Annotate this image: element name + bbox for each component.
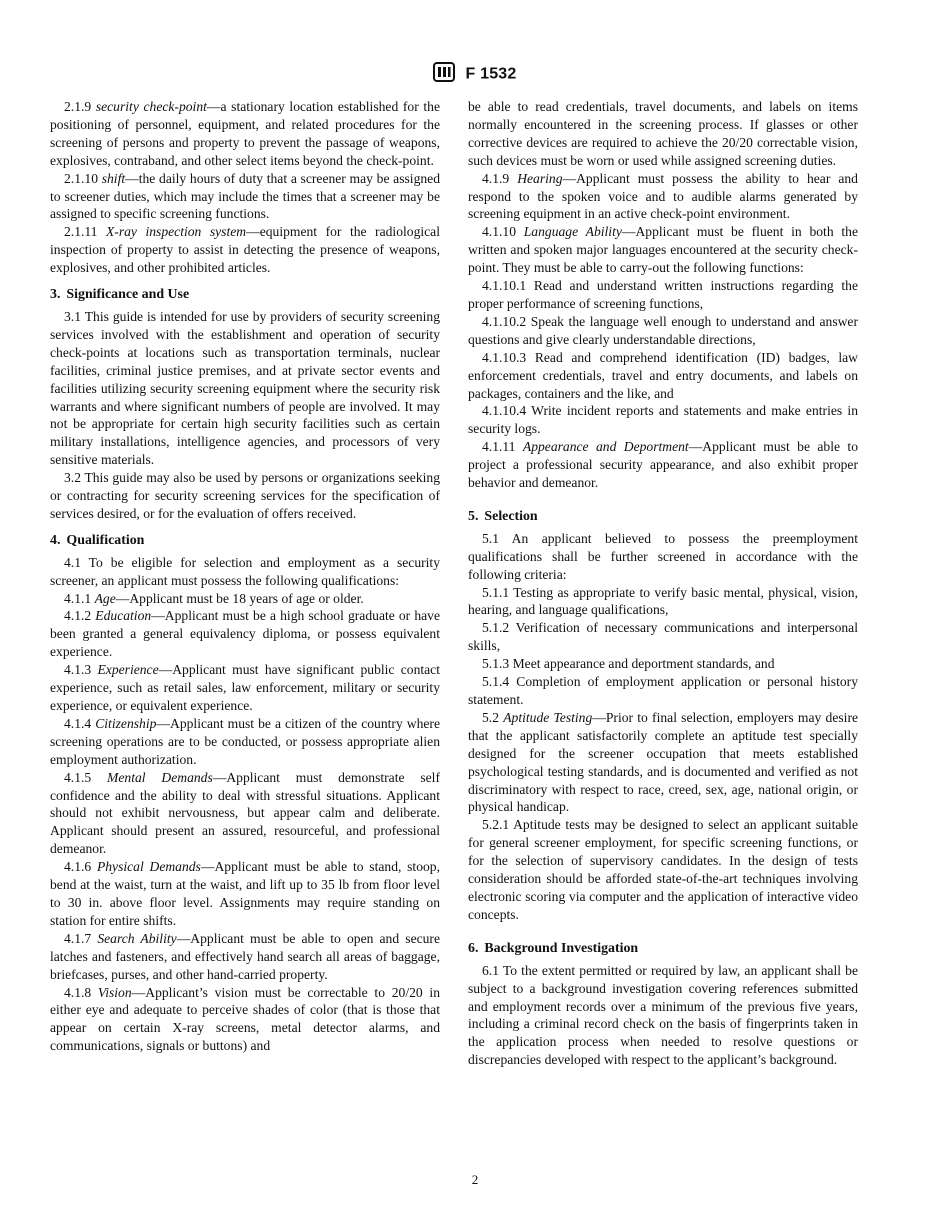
section-4-1-6: 4.1.6 Physical Demands—Applicant must be able to stand, stoop, bend at the waist, turn at the waist, and lift up to 35 lb from floor level to 30 in. above floor level. Assignments may require standing on station for entire shifts.: [50, 859, 440, 928]
heading-selection: 5. Selection: [468, 508, 538, 524]
page-header: [0, 62, 950, 87]
heading-qualification: 4. Qualification: [50, 532, 145, 548]
section-2-1-9: 2.1.9 security check-point—a stationary location established for the positioning of personnel, equipment, and related procedures for the screening of persons and property to prevent the passage of weapons, explosives, contraband, and other select items beyond the check-point.: [50, 99, 440, 168]
section-4-1-1: 4.1.1 Age—Applicant must be 18 years of age or older.: [64, 590, 364, 606]
heading-significance-and-use: 3. Significance and Use: [50, 287, 190, 303]
section-4-1-10: 4.1.10 Language Ability—Applicant must be fluent in both the written and spoken major languages encountered at the security check-point. They must be able to carry-out the following functions:: [468, 224, 858, 276]
section-2-1-10: 2.1.10 shift—the daily hours of duty that a screener may be assigned to screener duties, which may include the times that a screener may be assigned to specific screening functions.: [50, 170, 440, 222]
standard-designation: F 1532: [465, 65, 517, 83]
section-4-1-11: 4.1.11 Appearance and Deportment—Applicant must be able to project a professional security appearance, and also exhibit proper behavior and demeanor.: [468, 439, 858, 491]
heading-background-investigation: 6. Background Investigation: [468, 940, 639, 956]
section-3-1: 3.1 This guide is intended for use by providers of security screening services involved with the establishment and operation of security check-points at locations such as transportation terminals, nuclear facilities, criminal justice premises, and at private sector events and facilities utilizing security screening equipment where the security risk warrants and where significant numbers of people are involved. It may not be appropriate for certain high security facilities such as certain military installations, intelligence agencies, and processors of very sensitive materials.: [50, 308, 440, 468]
section-4-1-10-1: 4.1.10.1 Read and understand written instructions regarding the proper performance of screening functions,: [468, 278, 858, 311]
section-5-1-1: 5.1.1 Testing as appropriate to verify basic mental, physical, vision, hearing, and language qualifications,: [468, 584, 858, 618]
astm-logo-icon: [433, 62, 455, 87]
section-5-1: 5.1 An applicant believed to possess the preemployment qualifications shall be further screened in accordance with the following criteria:: [468, 530, 858, 582]
section-4-1-3: 4.1.3 Experience—Applicant must have significant public contact experience, such as retail sales, law enforcement, military or security experience, or equivalent experience.: [50, 662, 440, 713]
section-4-1-5: 4.1.5 Mental Demands—Applicant must demonstrate self confidence and the ability to deal with stressful situations. Applicant should not exhibit nervousness, but appear calm and deliberate. Applicant should present an assured, resourceful, and professional demeanor.: [50, 769, 440, 857]
section-4-1-9: 4.1.9 Hearing—Applicant must possess the ability to hear and respond to the spoken voice and to audible alarms generated by screening equipment in an active check-point environment.: [468, 170, 858, 222]
section-3-2: 3.2 This guide may also be used by persons or organizations seeking or contracting for security screening services for the specification of services desired, or for the evaluation of offers received.: [50, 470, 440, 521]
section-5-2-1: 5.2.1 Aptitude tests may be designed to select an applicant suitable for general screener employment, for specific screening functions, or for the selection of supervisory candidates. In the design of tests consideration should be afforded state-of-the-art techniques involving electronic scoring via computer and the application of interactive video concepts.: [468, 817, 858, 922]
right-column: [468, 98, 858, 1069]
section-5-1-3: 5.1.3 Meet appearance and deportment standards, and: [482, 656, 775, 672]
section-5-2: 5.2 Aptitude Testing—Prior to final selection, employers may desire that the applicant satisfactorily complete an aptitude test specially designed for the screener occupation that meets established psychological testing standards, and is documented and verified as not discriminatory with respect to race, creed, sex, age, national origin, or physical handicap.: [468, 709, 859, 815]
section-4-1: 4.1 To be eligible for selection and employment as a security screener, an applicant must possess the following qualifications:: [50, 554, 440, 588]
section-4-1-2: 4.1.2 Education—Applicant must be a high school graduate or have been granted a general equivalency diploma, or possess equivalent experience.: [50, 608, 440, 660]
section-4-1-10-3: 4.1.10.3 Read and comprehend identification (ID) badges, law enforcement credentials, travel and entry documents, and labels on packages, containers and the like, and: [468, 349, 858, 401]
page-number: 2: [471, 1172, 479, 1187]
left-column: [50, 98, 440, 1055]
section-5-1-4: 5.1.4 Completion of employment application or personal history statement.: [468, 674, 858, 707]
section-5-1-2: 5.1.2 Verification of necessary communications and interpersonal skills,: [468, 620, 858, 654]
section-4-1-7: 4.1.7 Search Ability—Applicant must be able to open and secure latches and fasteners, and effectively hand search all areas of baggage, briefcases, purses, and other hand-carried property.: [50, 930, 440, 982]
section-4-1-8-continued: be able to read credentials, travel documents, and labels on items normally encountered in the screening process. If glasses or other corrective devices are required to achieve the 20/20 correctable vision, such devices must be worn or used while assigned screening duties.: [468, 99, 858, 168]
section-4-1-10-4: 4.1.10.4 Write incident reports and statements and make entries in security logs.: [468, 403, 858, 437]
section-2-1-11: 2.1.11 X-ray inspection system—equipment for the radiological inspection of property to assist in detecting the presence of weapons, explosives, and other prohibited articles.: [50, 224, 440, 276]
section-4-1-4: 4.1.4 Citizenship—Applicant must be a citizen of the country where screening operations are to be conducted, or possess appropriate alien employment authorization.: [50, 715, 440, 767]
section-6-1: 6.1 To the extent permitted or required by law, an applicant shall be subject to a background investigation covering references submitted and employment records over a minimum of the previous five years, including a criminal record check on the basis of fingerprints taken in the application process when needed to resolve questions or discrepancies developed with respect to the applicant’s background.: [468, 962, 858, 1068]
section-4-1-8: 4.1.8 Vision—Applicant’s vision must be correctable to 20/20 in either eye and adequate to perceive shades of color (that is those that appear on certain X-ray screens, metal detector alarms, and communications, signals or buttons) and: [50, 984, 440, 1054]
section-4-1-10-2: 4.1.10.2 Speak the language well enough to understand and answer questions and give clearly understandable directions,: [468, 313, 858, 347]
